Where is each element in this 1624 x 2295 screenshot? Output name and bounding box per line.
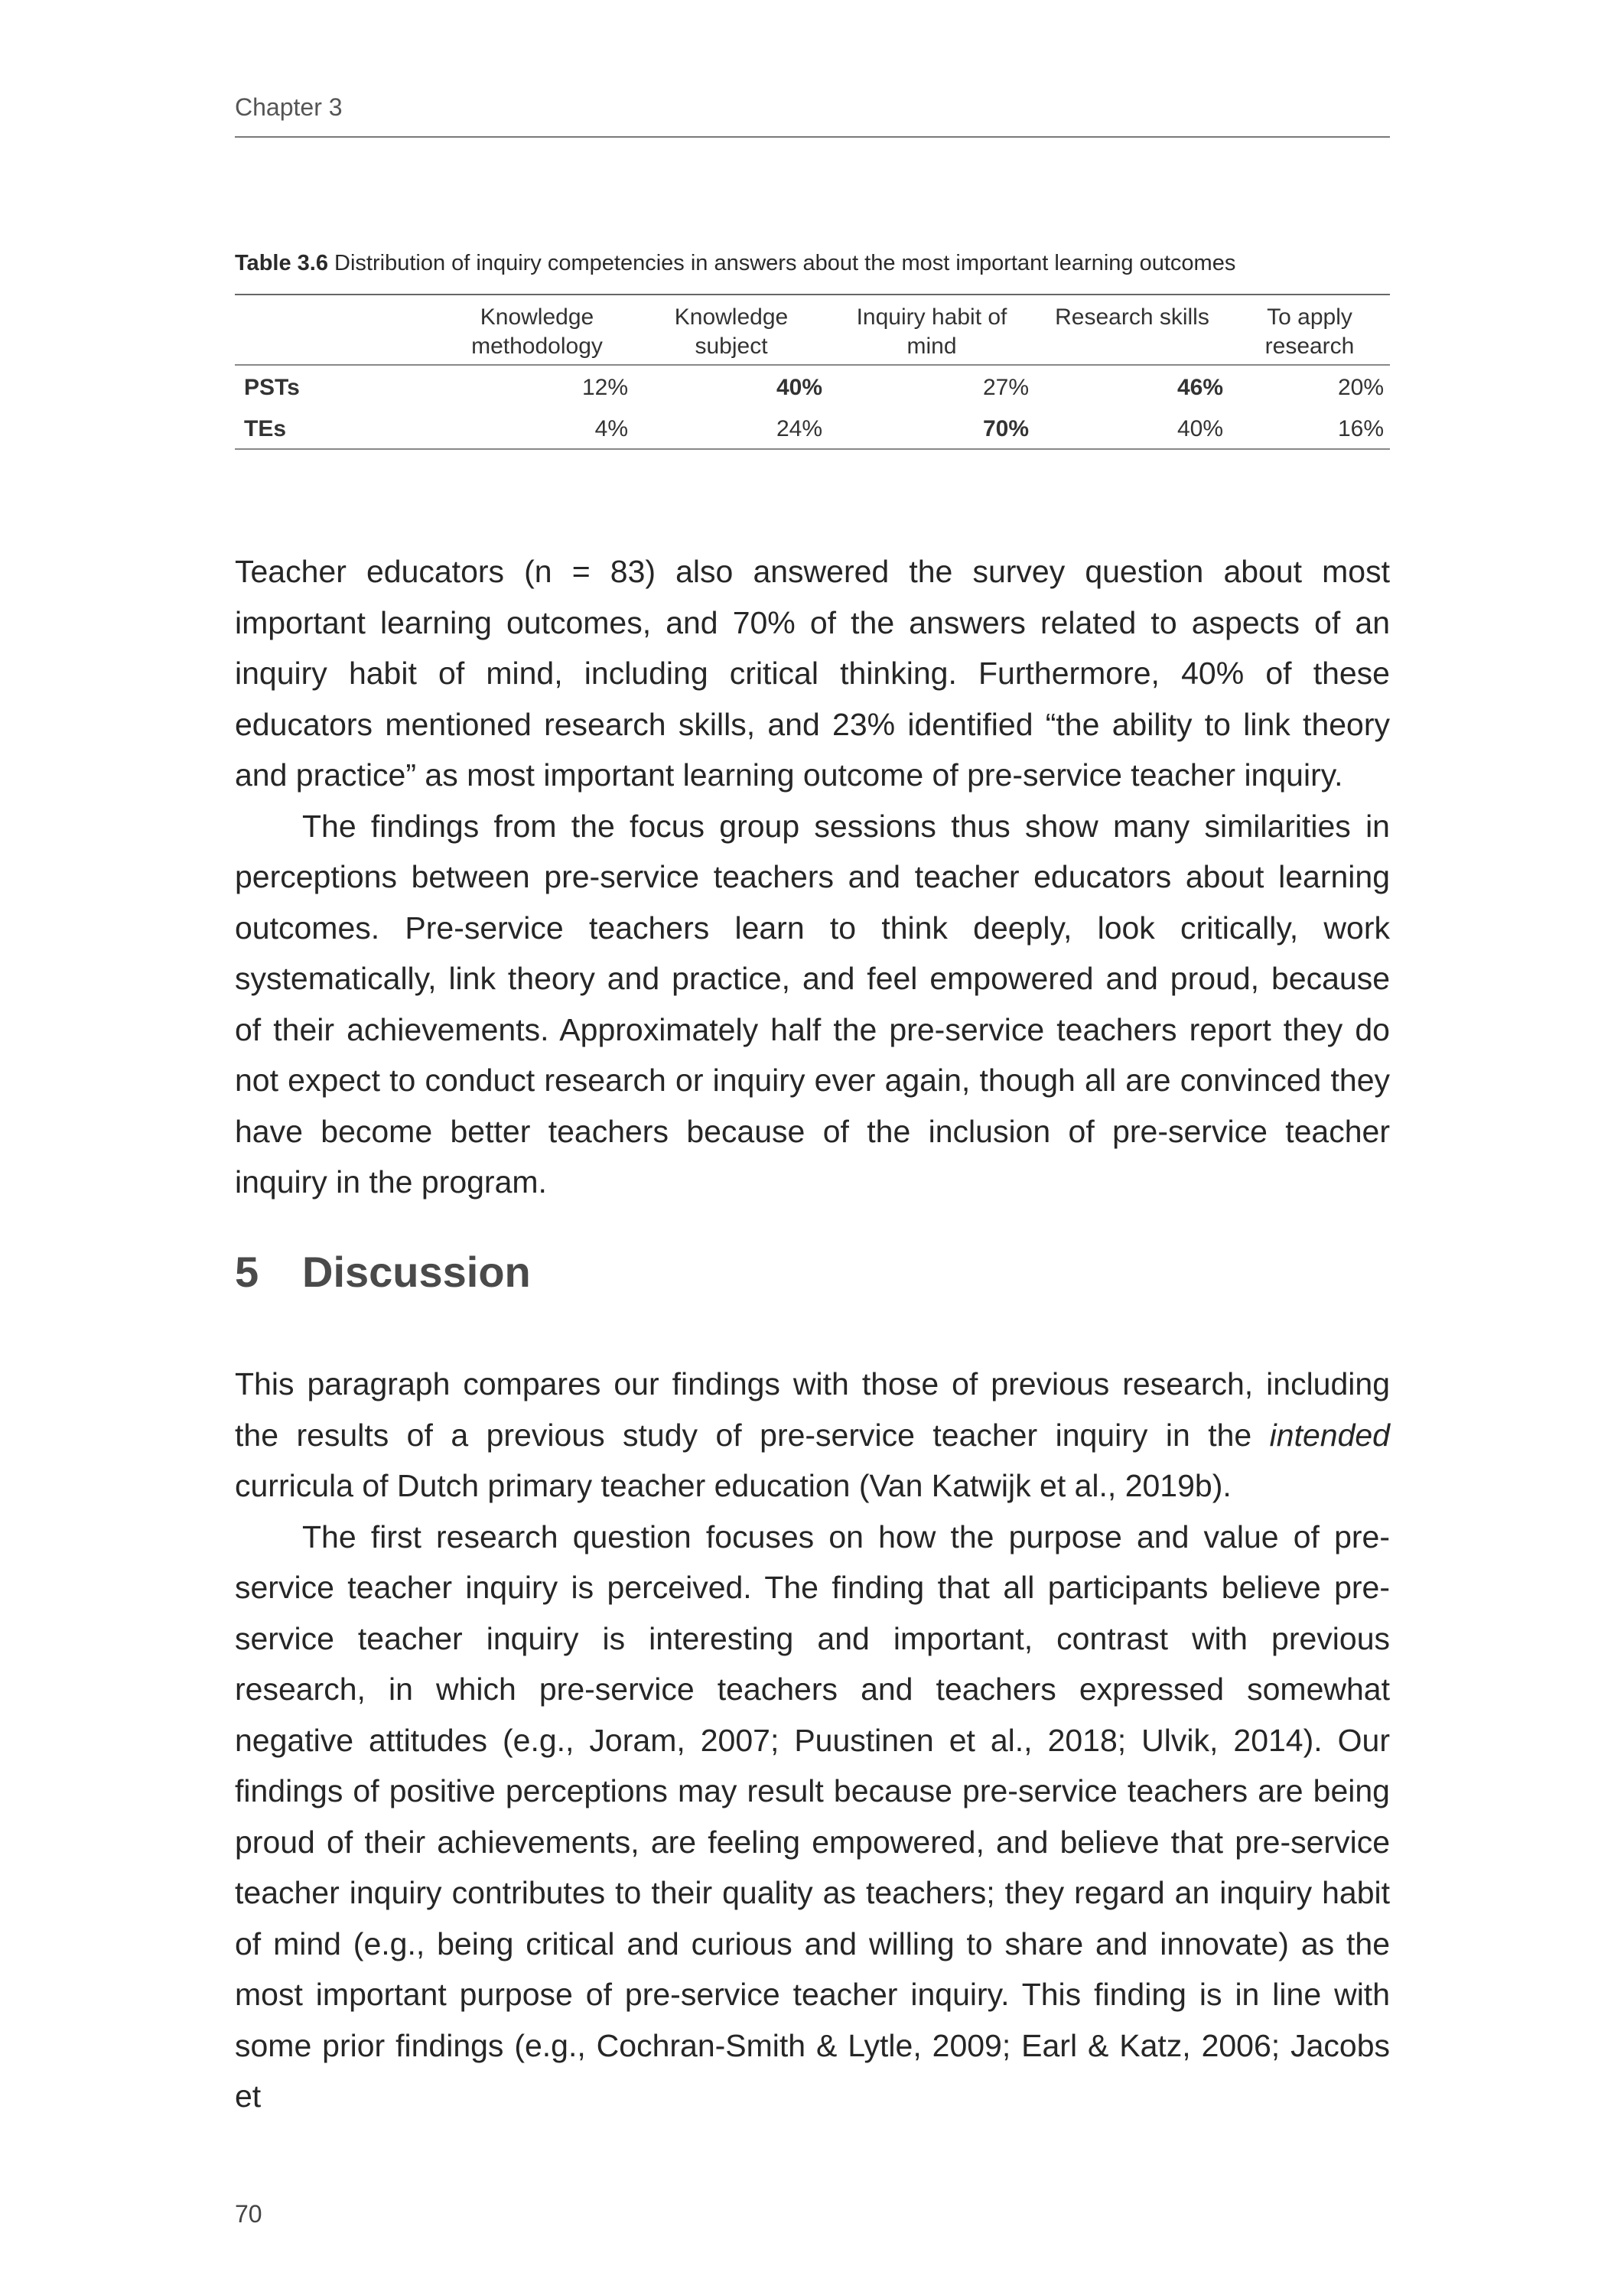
section-number: 5: [235, 1248, 259, 1296]
paragraph-text: This paragraph compares our findings with those of previous research, including the results of a previous study of pre-service teacher inquiry in the: [235, 1366, 1390, 1453]
table-cell: 4%: [594, 416, 628, 441]
results-text: [235, 546, 1390, 1208]
row-label: TEs: [244, 416, 287, 441]
column-header-knowledge-methodology: Knowledge methodology: [471, 304, 603, 359]
column-header-research-skills: Research skills: [1055, 304, 1209, 330]
table-row: [235, 365, 1390, 407]
section-title: Discussion: [302, 1248, 531, 1296]
competencies-table: [235, 294, 1390, 450]
table-cell: 24%: [776, 416, 822, 441]
table-caption-text: Distribution of inquiry competencies in answers about the most important learning outcomes: [327, 251, 1236, 275]
table-caption: [235, 251, 1390, 276]
table-header-row: [235, 295, 1390, 365]
table-cell: 12%: [581, 375, 628, 400]
table-cell: 70%: [982, 416, 1029, 441]
paragraph: The first research question focuses on how the purpose and value of pre-service teacher inquiry is perceived. The finding that all participants believe pre-service teacher inquiry is interesting and important, contrast with previous research, in which pre-service teachers and teachers expressed somewhat negative attitudes (e.g., Joram, 2007; Puustinen et al., 2018; Ulvik, 2014). Our findings of positive perceptions may result because pre-service teachers are being proud of their achievements, are feeling empowered, and believe that pre-service teacher inquiry contributes to their quality as teachers; they regard an inquiry habit of mind (e.g., being critical and curious and willing to share and innovate) as the most important purpose of pre-service teacher inquiry. This finding is in line with some prior findings (e.g., Cochran-Smith & Lytle, 2009; Earl & Katz, 2006; Jacobs et: [235, 1519, 1390, 2114]
page-number: 70: [235, 2200, 262, 2228]
section-heading: [235, 1247, 531, 1297]
table-cell: 27%: [982, 375, 1029, 400]
paragraph-text: curricula of Dutch primary teacher education (Van Katwijk et al., 2019b).: [235, 1468, 1232, 1503]
column-header-apply-research: To apply research: [1264, 304, 1355, 359]
table-cell: 40%: [1177, 416, 1223, 441]
chapter-label: Chapter 3: [235, 93, 343, 121]
column-header: [235, 295, 440, 365]
table-cell: 20%: [1337, 375, 1384, 400]
table-row: [235, 407, 1390, 449]
emphasis-text: intended: [1269, 1417, 1390, 1453]
table-caption-label: Table 3.6: [235, 251, 328, 275]
column-header-inquiry-habit: Inquiry habit of mind: [856, 304, 1007, 359]
paragraph: [235, 1359, 1390, 1512]
table-cell: 40%: [776, 375, 822, 400]
paragraph: The findings from the focus group sessions thus show many similarities in perceptions between pre-service teachers and teacher educators about learning outcomes. Pre-service teachers learn to think deeply, look critically, work systematically, link theory and practice, and feel empowered and proud, because of their achievements. Approximately half the pre-service teachers report they do not expect to conduct research or inquiry ever again, though all are convinced they have become better teachers because of the inclusion of pre-service teacher inquiry in the program.: [235, 808, 1390, 1200]
discussion-text: [235, 1359, 1390, 2122]
row-label: PSTs: [244, 375, 300, 400]
paragraph: Teacher educators (n = 83) also answered the survey question about most important learning outcomes, and 70% of the answers related to aspects of an inquiry habit of mind, including critical thinking. Furthermore, 40% of these educators mentioned research skills, and 23% identified “the ability to link theory and practice” as most important learning outcome of pre-service teacher inquiry.: [235, 554, 1390, 793]
table-cell: 46%: [1177, 375, 1223, 400]
table-cell: 16%: [1337, 416, 1384, 441]
running-header: [235, 93, 1390, 138]
column-header-knowledge-subject: Knowledge subject: [674, 304, 789, 359]
